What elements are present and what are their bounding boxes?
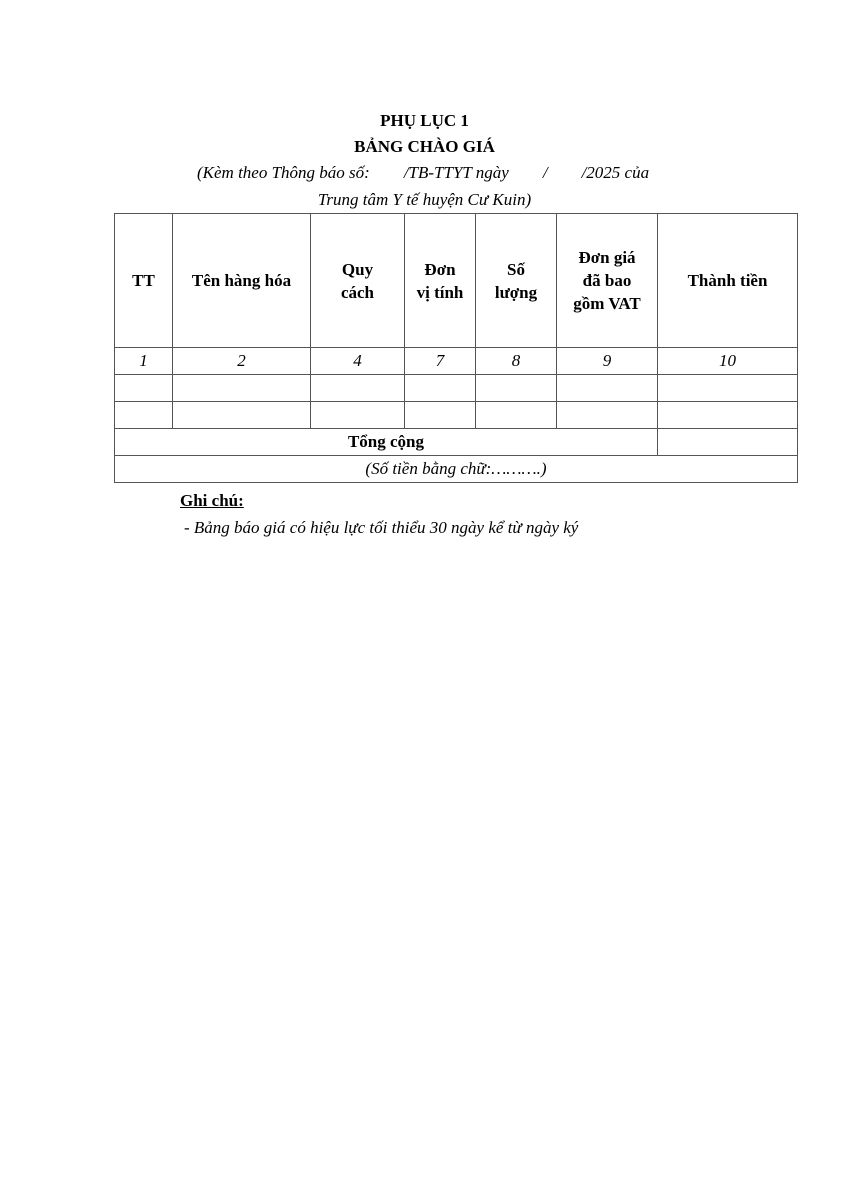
header-specification — [311, 214, 405, 348]
column-number: 10 — [658, 348, 798, 375]
table-cell — [115, 402, 173, 429]
table-cell — [658, 375, 798, 402]
table-cell — [311, 375, 405, 402]
column-number: 7 — [405, 348, 476, 375]
table-cell — [557, 375, 658, 402]
amount-in-words-row — [115, 456, 798, 483]
header-unit — [405, 214, 476, 348]
note-item: - Bảng báo giá có hiệu lực tối thiểu 30 ngày kể từ ngày ký — [184, 518, 579, 537]
header-quantity — [476, 214, 557, 348]
reference-line: (Kèm theo Thông báo số: /TB-TTYT ngày / /2025 của — [197, 163, 650, 182]
column-number: 9 — [557, 348, 658, 375]
quotation-title: BẢNG CHÀO GIÁ — [354, 137, 495, 156]
column-number: 2 — [173, 348, 311, 375]
table-cell — [405, 375, 476, 402]
header-unit-price-line: gồm VAT — [573, 294, 641, 313]
table-cell — [658, 402, 798, 429]
header-unit-line: vị tính — [416, 282, 464, 302]
header-specification-line: cách — [340, 282, 375, 302]
header-unit-price — [557, 214, 658, 348]
table-cell — [173, 402, 311, 429]
table-row — [115, 375, 798, 402]
total-amount-cell — [658, 429, 798, 456]
column-number: 4 — [311, 348, 405, 375]
table-row — [115, 402, 798, 429]
total-row — [115, 429, 798, 456]
column-number: 8 — [476, 348, 557, 375]
table-cell — [115, 375, 173, 402]
header-specification-line: Quy — [341, 259, 374, 279]
table-cell — [476, 402, 557, 429]
appendix-title: PHỤ LỤC 1 — [380, 111, 469, 130]
header-unit-price-line: đã bao — [582, 271, 632, 290]
header-quantity-line: Số — [507, 259, 525, 279]
amount-in-words: (Số tiền bằng chữ:……….) — [115, 456, 798, 483]
column-number-row — [115, 348, 798, 375]
column-number: 1 — [115, 348, 173, 375]
header-unit-line: Đơn — [424, 259, 456, 279]
quotation-table — [114, 213, 798, 483]
notes-title: Ghi chú: — [180, 491, 244, 510]
table-cell — [405, 402, 476, 429]
header-unit-price-line: Đơn giá — [578, 248, 636, 267]
table-cell — [557, 402, 658, 429]
total-label: Tổng cộng — [115, 429, 658, 456]
header-amount: Thành tiền — [658, 214, 798, 348]
header-tt: TT — [115, 214, 173, 348]
header-row — [115, 214, 798, 348]
table-cell — [476, 375, 557, 402]
header-quantity-line: lượng — [494, 282, 538, 302]
issuer-line: Trung tâm Y tế huyện Cư Kuin) — [317, 190, 532, 209]
table-cell — [311, 402, 405, 429]
table-cell — [173, 375, 311, 402]
header-item-name: Tên hàng hóa — [173, 214, 311, 348]
